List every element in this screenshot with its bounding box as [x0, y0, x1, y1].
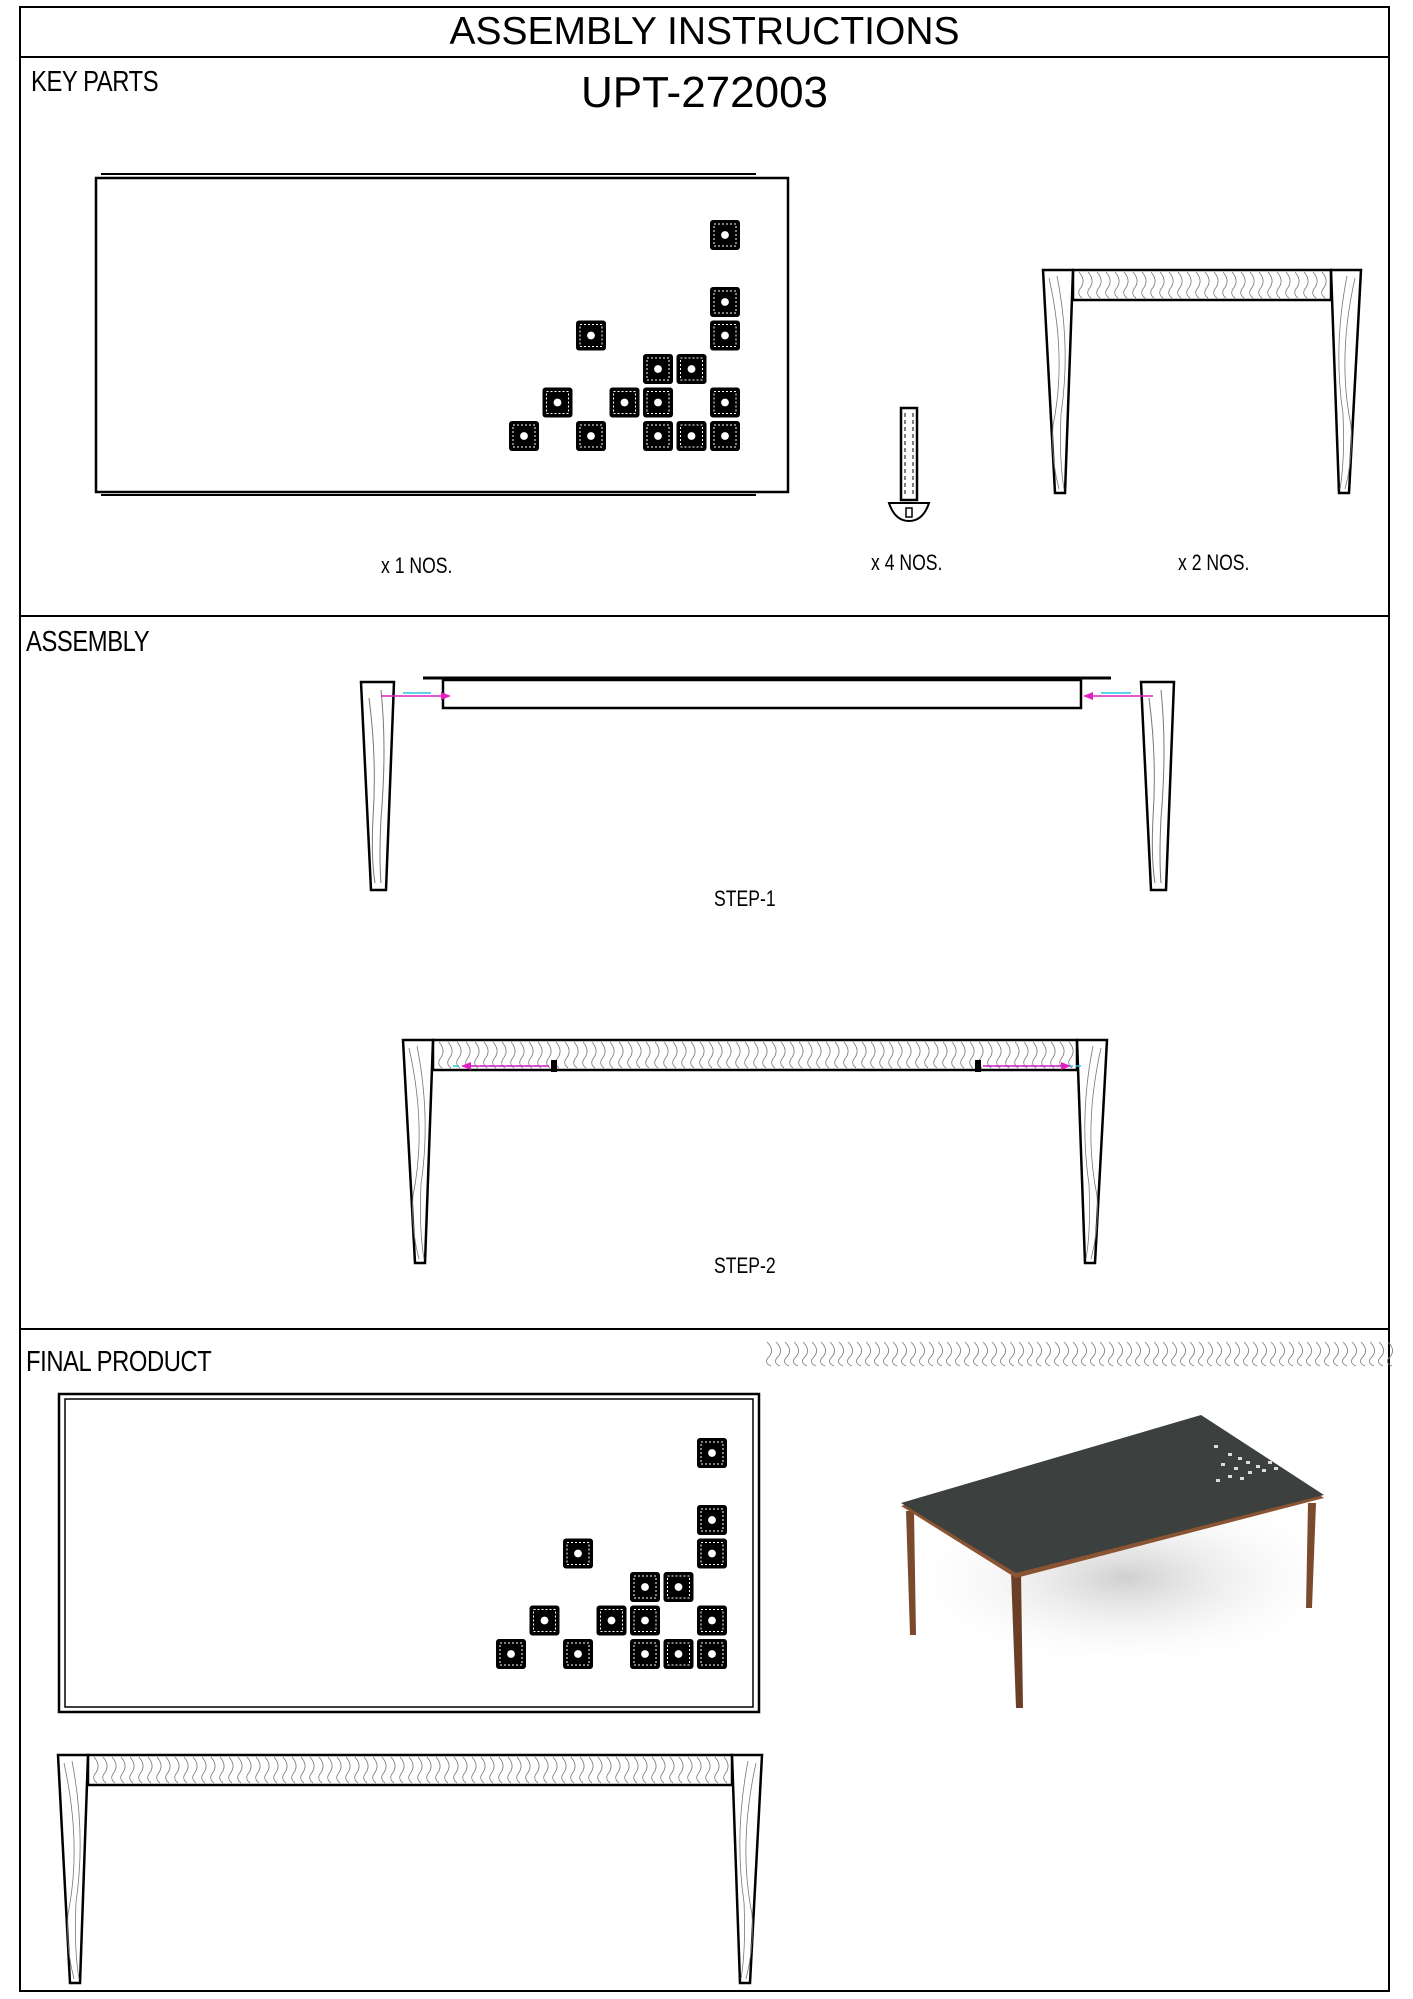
right-leg: [1141, 682, 1174, 890]
step-1-label: STEP-1: [714, 886, 776, 911]
final-top-view: [56, 1388, 776, 1728]
apron-beam: [443, 680, 1081, 708]
leg-frame-drawing: [1041, 268, 1381, 503]
divider-key-parts-assembly: [21, 615, 1388, 617]
section-label-final-product: FINAL PRODUCT: [26, 1346, 212, 1378]
square-tile-with-dot-icon: [543, 388, 573, 418]
square-tile-with-dot-icon: [576, 321, 606, 351]
assembled-frame: [403, 1040, 1107, 1263]
square-tile-with-dot-icon: [643, 421, 673, 451]
arrow-head: [1083, 692, 1093, 700]
step-2-label: STEP-2: [714, 1253, 776, 1278]
square-tile-with-dot-icon: [496, 1639, 526, 1669]
document-title: ASSEMBLY INSTRUCTIONS: [21, 8, 1388, 58]
square-tile-with-dot-icon: [697, 1438, 727, 1468]
part-quantity-table-top: x 1 NOS.: [381, 553, 453, 578]
square-tile-with-dot-icon: [710, 287, 740, 317]
leg-frame-outline: [1043, 270, 1361, 493]
screw-icon: [889, 408, 929, 521]
square-tile-with-dot-icon: [677, 421, 707, 451]
step-2-drawing: [401, 1038, 1131, 1278]
square-tile-with-dot-icon: [509, 421, 539, 451]
square-tile-with-dot-icon: [610, 388, 640, 418]
wood-grain: [766, 1342, 1392, 1366]
assembled-frame: [58, 1755, 762, 1983]
square-tile-with-dot-icon: [643, 388, 673, 418]
square-tile-with-dot-icon: [710, 321, 740, 351]
bolt-head: [975, 1060, 981, 1072]
part-quantity-leg-frame: x 2 NOS.: [1178, 550, 1250, 575]
square-tile-with-dot-icon: [576, 421, 606, 451]
square-tile-with-dot-icon: [710, 421, 740, 451]
instruction-sheet: [19, 6, 1390, 1992]
table-top-drawing: [76, 168, 776, 500]
model-number: UPT-272003: [580, 68, 829, 117]
section-label-assembly: ASSEMBLY: [26, 626, 150, 658]
square-tile-with-dot-icon: [563, 1539, 593, 1569]
square-tile-with-dot-icon: [697, 1505, 727, 1535]
section-label-key-parts: KEY PARTS: [31, 66, 159, 98]
square-tile-with-dot-icon: [597, 1606, 627, 1636]
divider-assembly-final: [21, 1328, 1388, 1330]
square-tile-with-dot-icon: [697, 1606, 727, 1636]
square-tile-with-dot-icon: [664, 1572, 694, 1602]
bolt-head: [551, 1060, 557, 1072]
square-tile-with-dot-icon: [664, 1639, 694, 1669]
final-side-view: [56, 1753, 786, 1988]
square-tile-with-dot-icon: [643, 354, 673, 384]
square-tile-with-dot-icon: [710, 220, 740, 250]
part-quantity-screw: x 4 NOS.: [871, 550, 943, 575]
table-render: [876, 1403, 1346, 1723]
square-tile-with-dot-icon: [697, 1539, 727, 1569]
step-1-drawing: [341, 668, 1191, 908]
square-tile-with-dot-icon: [630, 1639, 660, 1669]
square-tile-with-dot-icon: [697, 1639, 727, 1669]
square-tile-with-dot-icon: [630, 1606, 660, 1636]
screw-drawing: [883, 403, 939, 528]
square-tile-with-dot-icon: [677, 354, 707, 384]
square-tile-with-dot-icon: [563, 1639, 593, 1669]
square-tile-with-dot-icon: [630, 1572, 660, 1602]
square-tile-with-dot-icon: [530, 1606, 560, 1636]
square-tile-with-dot-icon: [710, 388, 740, 418]
left-leg: [361, 682, 394, 890]
